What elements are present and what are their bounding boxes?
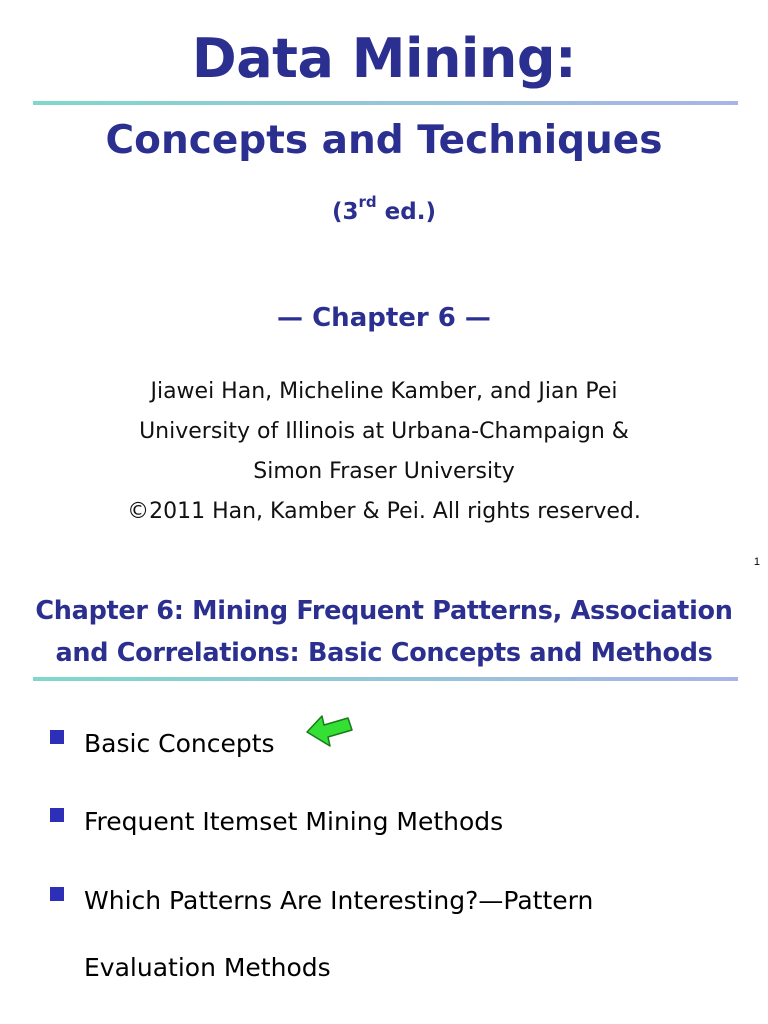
edition-label	[0, 193, 768, 228]
bullet-text: Basic Concepts	[84, 729, 275, 758]
bullet-continuation: Evaluation Methods	[84, 953, 331, 982]
bullet-text: Frequent Itemset Mining Methods	[84, 807, 504, 836]
authors-line: Jiawei Han, Micheline Kamber, and Jian Pei	[150, 379, 618, 404]
bullet-text: Which Patterns Are Interesting?—Pattern	[84, 886, 594, 915]
slide-title: Data Mining:	[191, 27, 577, 90]
square-bullet-icon	[50, 808, 64, 822]
slide-title-line: and Correlations: Basic Concepts and Methods	[55, 638, 713, 668]
affiliation-line: University of Illinois at Urbana-Champaign &	[139, 419, 629, 444]
edition-superscript: rd	[358, 193, 377, 212]
slide-title-line: Chapter 6: Mining Frequent Patterns, Association	[35, 596, 733, 626]
slide-title	[0, 590, 768, 674]
square-bullet-icon	[50, 887, 64, 901]
page-number: 1	[753, 556, 760, 568]
title-divider	[33, 101, 738, 105]
edition-suffix: ed.)	[376, 199, 436, 225]
outline-slide	[0, 580, 768, 1024]
title-divider	[33, 677, 738, 681]
slide-subtitle: Concepts and Techniques	[105, 118, 663, 163]
square-bullet-icon	[50, 730, 64, 744]
authors-block	[0, 372, 768, 532]
chapter-label: — Chapter 6 —	[277, 303, 491, 333]
copyright-line: ©2011 Han, Kamber & Pei. All rights reserved.	[127, 499, 641, 524]
edition-prefix: (3	[332, 199, 359, 225]
affiliation-line: Simon Fraser University	[253, 459, 515, 484]
green-arrow-left-icon	[304, 708, 356, 748]
